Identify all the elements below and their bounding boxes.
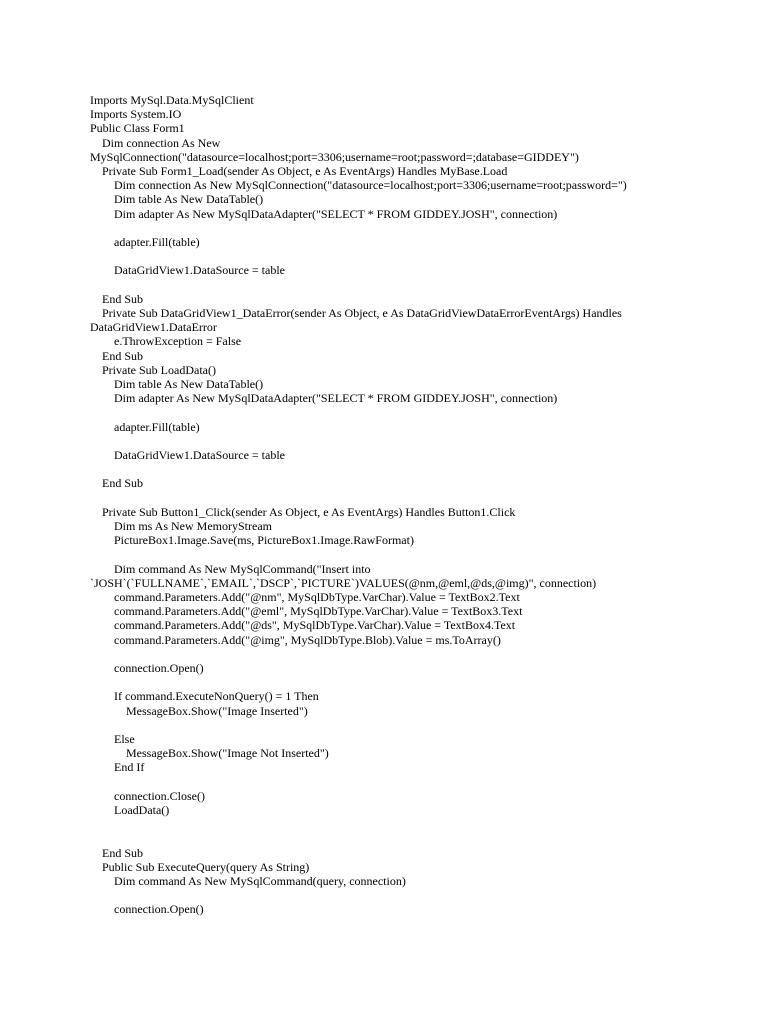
code-line: MySqlConnection("datasource=localhost;port=3306;username=root;password=;database=GIDDEY") [90, 149, 579, 164]
code-line [90, 221, 690, 235]
code-line: DataGridView1.DataError [90, 320, 217, 335]
code-line: Dim connection As New [90, 135, 221, 150]
code-line: Dim table As New DataTable() [90, 192, 264, 207]
code-line: MessageBox.Show("Image Not Inserted") [90, 746, 329, 761]
code-line: Imports System.IO [90, 107, 182, 122]
code-line: command.Parameters.Add("@nm", MySqlDbType.VarChar).Value = TextBox2.Text [90, 589, 520, 604]
code-line [90, 775, 690, 789]
code-line: Public Sub ExecuteQuery(query As String) [90, 859, 310, 874]
code-line: End Sub [90, 291, 144, 306]
code-line: Dim adapter As New MySqlDataAdapter("SELECT * FROM GIDDEY.JOSH", connection) [90, 206, 558, 221]
code-line [90, 817, 690, 831]
code-line: End Sub [90, 845, 144, 860]
code-line: Private Sub DataGridView1_DataError(sender As Object, e As DataGridViewDataErrorEventArgs) Handles [90, 306, 622, 320]
code-line: command.Parameters.Add("@eml", MySqlDbType.VarChar).Value = TextBox3.Text [90, 604, 523, 619]
code-line: command.Parameters.Add("@ds", MySqlDbType.VarChar).Value = TextBox4.Text [90, 618, 516, 633]
code-line: Private Sub LoadData() [90, 362, 216, 377]
code-line: End If [90, 760, 145, 775]
code-line: `JOSH`(`FULLNAME`,`EMAIL`,`DSCP`,`PICTURE`)VALUES(@nm,@eml,@ds,@img)", connection) [90, 575, 597, 590]
code-line: Private Sub Button1_Click(sender As Object, e As EventArgs) Handles Button1.Click [90, 504, 516, 519]
code-line: DataGridView1.DataSource = table [90, 448, 285, 462]
code-line: e.ThrowException = False [90, 334, 242, 349]
code-line: MessageBox.Show("Image Inserted") [90, 703, 308, 718]
code-line: If command.ExecuteNonQuery() = 1 Then [90, 689, 319, 704]
code-line [90, 831, 690, 845]
code-line: LoadData() [90, 802, 170, 817]
code-line: connection.Open() [90, 902, 204, 917]
code-line: connection.Close() [90, 788, 205, 803]
code-line: Dim connection As New MySqlConnection("datasource=localhost;port=3306;username=root;password=") [90, 178, 627, 193]
code-line: Dim command As New MySqlCommand("Insert into [90, 561, 371, 576]
code-line: adapter.Fill(table) [90, 235, 200, 250]
code-line: Imports MySql.Data.MySqlClient [90, 93, 254, 107]
code-line: connection.Open() [90, 660, 204, 675]
code-line [90, 675, 690, 689]
code-line: Public Class Form1 [90, 121, 185, 136]
code-line [90, 491, 690, 505]
code-line: End Sub [90, 476, 144, 491]
code-line: Dim ms As New MemoryStream [90, 518, 272, 533]
code-line: PictureBox1.Image.Save(ms, PictureBox1.Image.RawFormat) [90, 533, 414, 548]
code-line [90, 405, 690, 419]
code-line [90, 278, 690, 292]
code-line: Private Sub Form1_Load(sender As Object, e As EventArgs) Handles MyBase.Load [90, 164, 508, 179]
code-line [90, 249, 690, 263]
code-line: Else [90, 731, 135, 746]
code-line [90, 462, 690, 476]
code-line: Dim adapter As New MySqlDataAdapter("SELECT * FROM GIDDEY.JOSH", connection) [90, 391, 558, 406]
code-line [90, 718, 690, 732]
code-listing [90, 93, 690, 917]
code-line: Dim table As New DataTable() [90, 377, 264, 392]
code-line: adapter.Fill(table) [90, 419, 200, 434]
code-line: DataGridView1.DataSource = table [90, 263, 285, 278]
code-line: End Sub [90, 348, 144, 363]
code-line [90, 888, 690, 902]
code-line: command.Parameters.Add("@img", MySqlDbType.Blob).Value = ms.ToArray() [90, 632, 501, 647]
code-line [90, 434, 690, 448]
code-line [90, 547, 690, 561]
code-line [90, 647, 690, 661]
code-line: Dim command As New MySqlCommand(query, connection) [90, 873, 406, 888]
